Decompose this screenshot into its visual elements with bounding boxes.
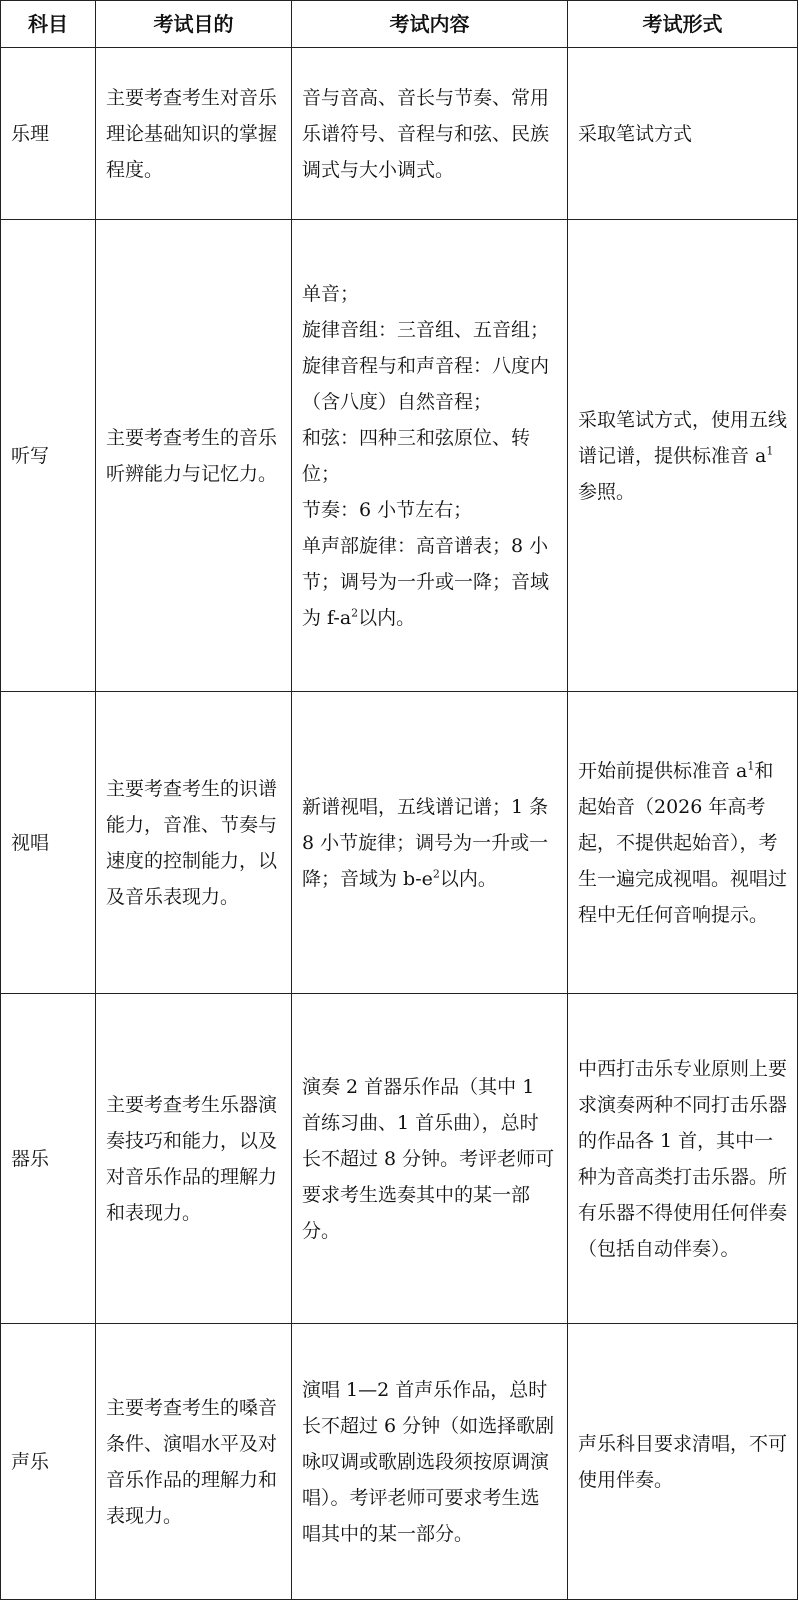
header-row	[1, 1, 798, 48]
content-cell: 演唱 1—2 首声乐作品，总时长不超过 6 分钟（如选择歌剧咏叹调或歌剧选段须按原调演唱）。考评老师可要求考生选唱其中的某一部分。	[292, 1324, 568, 1600]
table-row	[1, 994, 798, 1324]
purpose-cell: 主要考查考生的识谱能力，音准、节奏与速度的控制能力，以及音乐表现力。	[96, 692, 292, 994]
superscript: 2	[351, 606, 359, 620]
subject-cell: 声乐	[1, 1324, 96, 1600]
purpose-cell: 主要考查考生的嗓音条件、演唱水平及对音乐作品的理解力和表现力。	[96, 1324, 292, 1600]
format-text: 和起始音（2026 年高考起，不提供起始音），考生一遍完成视唱。视唱过程中无任何音响提示。	[578, 759, 788, 926]
content-text: 新谱视唱，五线谱记谱；1 条 8 小节旋律；调号为一升或一降；音域为 b-e	[302, 795, 549, 890]
header-content: 考试内容	[292, 1, 568, 48]
purpose-cell: 主要考查考生的音乐听辨能力与记忆力。	[96, 220, 292, 692]
header-subject: 科目	[1, 1, 96, 48]
superscript: 2	[432, 867, 440, 881]
header-format: 考试形式	[568, 1, 798, 48]
format-text: 参照。	[578, 480, 636, 503]
format-text: 开始前提供标准音 a	[578, 759, 748, 782]
superscript: 1	[747, 759, 755, 773]
content-line: 节奏：6 小节左右；	[302, 498, 473, 521]
subject-cell: 乐理	[1, 48, 96, 220]
content-line: 和弦：四种三和弦原位、转位；	[302, 426, 531, 485]
content-cell	[292, 692, 568, 994]
format-cell: 采取笔试方式	[568, 48, 798, 220]
table-row	[1, 220, 798, 692]
content-cell: 演奏 2 首器乐作品（其中 1 首练习曲、1 首乐曲），总时长不超过 8 分钟。考评老师可要求考生选奏其中的某一部分。	[292, 994, 568, 1324]
header-purpose: 考试目的	[96, 1, 292, 48]
content-text: 以内。	[358, 606, 416, 629]
purpose-cell: 主要考查考生乐器演奏技巧和能力，以及对音乐作品的理解力和表现力。	[96, 994, 292, 1324]
format-cell	[568, 692, 798, 994]
content-line: 旋律音组：三音组、五音组；	[302, 318, 550, 341]
subject-cell: 器乐	[1, 994, 96, 1324]
content-text: 单声部旋律：高音谱表；8 小节；调号为一升或一降；音域为 f-a	[302, 534, 550, 629]
format-cell: 中西打击乐专业原则上要求演奏两种不同打击乐器的作品各 1 首，其中一种为音高类打击乐器。所有乐器不得使用任何伴奏（包括自动伴奏）。	[568, 994, 798, 1324]
format-cell	[568, 220, 798, 692]
subject-cell: 视唱	[1, 692, 96, 994]
content-cell	[292, 220, 568, 692]
content-line: 单音；	[302, 282, 360, 305]
format-text: 采取笔试方式，使用五线谱记谱，提供标准音 a	[578, 408, 788, 467]
format-cell: 声乐科目要求清唱，不可使用伴奏。	[568, 1324, 798, 1600]
table-row	[1, 692, 798, 994]
content-line: 旋律音程与和声音程：八度内（含八度）自然音程；	[302, 354, 550, 413]
content-line	[302, 528, 557, 636]
purpose-cell: 主要考查考生对音乐理论基础知识的掌握程度。	[96, 48, 292, 220]
table-row	[1, 1324, 798, 1600]
subject-cell: 听写	[1, 220, 96, 692]
content-cell: 音与音高、音长与节奏、常用乐谱符号、音程与和弦、民族调式与大小调式。	[292, 48, 568, 220]
content-text: 以内。	[439, 867, 497, 890]
superscript: 1	[766, 444, 774, 458]
table-row	[1, 48, 798, 220]
